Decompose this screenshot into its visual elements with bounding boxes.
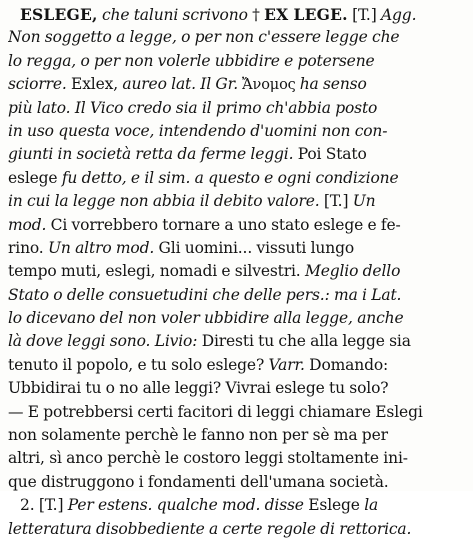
dictionary-entry-eslege <box>8 3 465 541</box>
entry-line <box>8 3 465 26</box>
entry-line: non solamente perchè le fanno non per sè ma per <box>8 426 388 445</box>
entry-line <box>8 237 465 260</box>
entry-line <box>8 354 465 377</box>
entry-line <box>8 214 465 237</box>
text-span: Un <box>352 192 376 211</box>
text-span: rino. <box>8 238 48 257</box>
text-span: in cui la legge non abbia il debito valore. <box>8 192 320 211</box>
entry-line: in uso questa voce, intendendo d'uomini non con- <box>8 121 388 140</box>
entry-line: altri, sì anco perchè le costoro leggi stoltamente ini- <box>8 449 408 468</box>
entry-line: Stato o delle consuetudini che delle pers.: ma i Lat. <box>8 285 402 304</box>
text-span: Ci vorrebbero tornare a uno stato eslege e fe- <box>46 215 401 234</box>
text-span: aureo lat. Il Gr. <box>122 75 238 94</box>
text-span: tempo muti, eslegi, nomadi e silvestri. <box>8 262 305 281</box>
entry-line <box>8 73 465 96</box>
text-span: tenuto il popolo, e tu solo eslege? <box>8 355 269 374</box>
text-span: Un altro mod. <box>47 238 155 257</box>
text-span: Gli uomini... vissuti lungo <box>154 238 355 257</box>
entry-line: — E potrebbersi certi facitori di leggi chiamare Eslegi <box>8 402 423 421</box>
headword: ESLEGE, <box>20 5 98 24</box>
source-label: [T.] <box>347 6 381 24</box>
text-span: fu detto, e il sim. a questo e ogni condizione <box>61 168 399 187</box>
text-span: eslege <box>8 168 62 187</box>
text-span: la <box>364 496 379 515</box>
entry-line: lo regga, o per non volerle ubbidire e potersene <box>8 51 375 70</box>
source-label: [T.] <box>319 192 353 211</box>
greek-word: Ἄνομος <box>238 77 300 94</box>
variant-headword: EX LEGE. <box>264 5 348 24</box>
text-span: Domando: <box>304 355 389 374</box>
text-span: mod. <box>8 215 47 234</box>
variant-note: che taluni scrivono <box>97 6 248 24</box>
entry-line: Non soggetto a legge, o per non c'essere legge che <box>8 28 400 47</box>
entry-line: più lato. Il Vico credo sia il primo ch'abbia posto <box>8 98 378 117</box>
part-of-speech: Agg. <box>380 6 417 24</box>
entry-line <box>8 260 465 283</box>
text-span: Diresti tu che alla legge sia <box>197 332 411 351</box>
entry-line: letteratura disobbediente a certe regole di rettorica. <box>8 519 412 538</box>
entry-line <box>8 494 465 517</box>
text-span: sciorre. <box>8 75 67 94</box>
entry-line: Ubbidirai tu o no alle leggi? Vivrai eslege tu solo? <box>8 379 389 398</box>
text-span: giunti in società retta da ferme leggi. <box>8 145 294 164</box>
sense-number: 2. [T.] <box>20 496 68 515</box>
text-span: Poi Stato <box>293 145 367 164</box>
entry-line <box>8 330 465 353</box>
text-span: là dove leggi sono. <box>8 332 155 351</box>
text-span: Per estens. qualche mod. disse <box>67 496 304 515</box>
author-citation: Varr. <box>268 355 305 374</box>
entry-line <box>8 167 465 190</box>
entry-line <box>8 143 465 166</box>
entry-line: lo dicevano del non voler ubbidire alla legge, anche <box>8 309 404 328</box>
entry-line <box>8 190 465 213</box>
text-span: Exlex, <box>66 75 123 94</box>
entry-line: que distruggono i fondamenti dell'umana società. <box>8 472 389 491</box>
text-span: Meglio dello <box>304 262 401 281</box>
text-span: Eslege <box>303 496 365 515</box>
author-citation: Livio: <box>154 332 198 351</box>
dagger-mark: † <box>247 6 265 24</box>
text-span: ha senso <box>299 75 367 94</box>
